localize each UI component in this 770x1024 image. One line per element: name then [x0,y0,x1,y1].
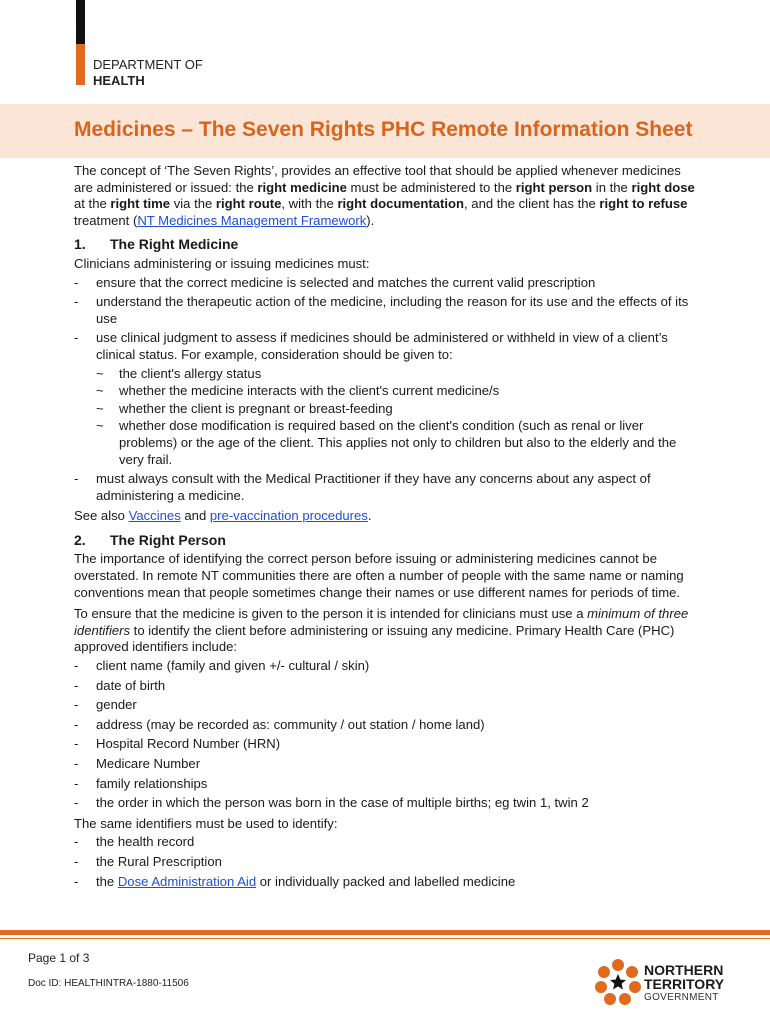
dash-bullet: - [74,697,79,713]
dash-bullet: - [74,736,79,752]
vaccines-link[interactable]: Vaccines [128,508,181,524]
document-body [74,163,699,894]
list-item [74,776,699,793]
see-also-text: See also [74,508,129,524]
list-item [74,697,699,714]
dash-bullet: - [74,274,79,290]
list-item-text: Hospital Record Number (HRN) [96,736,281,752]
intro-text: ). [366,212,375,228]
dash-bullet: - [74,853,79,869]
same-identifiers-list [74,834,699,890]
intro-text: The concept of ‘The Seven Rights’, provides an effective tool that should be applied whenever medicines are administered or issued: the [74,163,681,195]
intro-bold: right medicine [257,179,347,195]
footer-rule-thin [0,938,770,939]
list-item-text: the health record [96,834,195,850]
dash-bullet: - [74,677,79,693]
list-item [74,795,699,812]
sublist-item-text: whether the medicine interacts with the client's current medicine/s [119,383,500,399]
dash-bullet: - [74,471,79,487]
section-1-lead: Clinicians administering or issuing medicines must: [74,255,370,271]
paragraph-text: to identify the client before administering or issuing any medicine. Primary Health Care (PHC) approved identifiers include: [74,622,675,655]
dept-line1: DEPARTMENT OF [93,57,203,72]
list-item [74,717,699,734]
document-id: Doc ID: HEALTHINTRA-1880-11506 [28,978,189,989]
intro-text: at the [74,196,111,212]
page-number: Page 1 of 3 [28,951,90,965]
tilde-bullet: ~ [96,365,104,381]
list-item [74,471,699,504]
section-2-heading [74,532,699,549]
list-item [74,275,699,292]
section-number: 1. [74,236,86,253]
paragraph-text: To ensure that the medicine is given to the person it is intended for clinicians must use a [74,606,588,622]
list-item-text: use clinical judgment to assess if medicines should be administered or withheld in view of a client’s clinical status. For example, consideration should be given to: [96,330,668,362]
identifiers-list [74,658,699,812]
section-1-list [74,275,699,505]
nt-government-logo [594,958,744,1006]
list-item [74,756,699,773]
list-item [74,834,699,851]
dept-line2: HEALTH [93,73,145,88]
list-item-text: date of birth [96,677,166,693]
sublist-item [96,401,699,418]
sublist-item [96,418,699,468]
list-item [74,294,699,327]
dash-bullet: - [74,795,79,811]
logo-line-1: NORTHERN [644,962,724,978]
intro-bold: right person [515,179,593,195]
list-item-text: Medicare Number [96,756,201,771]
section-2-paragraph-2 [74,606,699,656]
footer-rule [0,930,770,935]
tilde-bullet: ~ [96,383,104,399]
intro-bold: right time [110,196,171,212]
see-also-text: and [180,508,210,524]
see-also [74,508,699,525]
logo-bar-orange [76,44,85,85]
list-item [74,736,699,753]
list-item-text: the [96,873,118,889]
dash-bullet: - [74,775,79,791]
pre-vaccination-link[interactable]: pre-vaccination procedures [209,508,368,524]
dash-bullet: - [74,658,79,674]
list-item-text: client name (family and given +/- cultural / skin) [96,658,370,674]
list-item-text: understand the therapeutic action of the medicine, including the reason for its use and the effects of its use [96,294,689,326]
tilde-bullet: ~ [96,418,104,434]
section-number: 2. [74,531,86,548]
intro-text: , and the client has the [464,196,600,212]
list-item-text: the Rural Prescription [96,853,222,869]
section-2-paragraph-3: The same identifiers must be used to identify: [74,815,338,831]
sublist-item-text: whether the client is pregnant or breast-feeding [119,400,393,416]
section-title: The Right Medicine [110,236,239,253]
nt-medicines-framework-link[interactable]: NT Medicines Management Framework [137,212,367,228]
intro-bold: right to refuse [599,196,688,212]
dash-bullet: - [74,716,79,732]
logo-bar-black [76,0,85,44]
list-item-text: the order in which the person was born in the case of multiple births; eg twin 1, twin 2 [96,795,589,811]
sublist-item [96,366,699,383]
dash-bullet: - [74,756,79,771]
list-item [74,658,699,675]
intro-bold: right route [215,196,282,212]
sublist-item [96,383,699,400]
list-item-text: address (may be recorded as: community / out station / home land) [96,716,485,732]
intro-text: treatment ( [74,212,138,228]
logo-line-2: TERRITORY [644,976,725,992]
section-2-paragraph-1: The importance of identifying the correct person before issuing or administering medicines cannot be overstated. In remote NT communities there are often a number of people with the same name or naming conventions mean that people sometimes change their names or use different names for periods of time. [74,551,684,600]
list-item-text: or individually packed and labelled medicine [256,873,516,889]
consideration-sublist [96,366,699,469]
intro-text: , with the [281,196,338,212]
department-name [93,57,203,89]
sublist-item-text: the client's allergy status [119,365,262,381]
intro-bold: right dose [631,179,695,195]
list-item [74,678,699,695]
section-title: The Right Person [110,531,226,548]
page-title: Medicines – The Seven Rights PHC Remote Information Sheet [74,118,693,141]
list-item-text: gender [96,697,137,713]
list-item [74,874,699,891]
intro-bold: right documentation [337,196,465,212]
intro-paragraph [74,163,699,229]
list-item-text: must always consult with the Medical Practitioner if they have any concerns about any aspect of administering a medicine. [96,471,651,503]
department-logo-bar [76,0,85,85]
list-item [74,854,699,871]
dose-administration-aid-link[interactable]: Dose Administration Aid [117,873,257,889]
nt-logo-text [644,963,724,1005]
dash-bullet: - [74,330,79,346]
see-also-text: . [367,508,372,524]
sublist-item-text: whether dose modification is required based on the client's condition (such as renal or liver problems) or the age of the client. This applies not only to children but also to the elderly and the very frail. [119,418,677,467]
intro-text: via the [170,196,216,212]
dash-bullet: - [74,294,79,310]
list-item-text: family relationships [96,775,208,791]
intro-text: must be administered to the [346,179,516,195]
dash-bullet: - [74,873,79,889]
intro-text: in the [592,179,632,195]
logo-line-3: GOVERNMENT [644,992,719,1003]
list-item-text: ensure that the correct medicine is selected and matches the current valid prescription [96,274,596,290]
nt-flower-icon [594,958,642,1006]
dash-bullet: - [74,834,79,850]
section-1-heading [74,236,699,253]
paragraph-italic: minimum of three identifiers [74,606,689,638]
list-item [74,330,699,468]
tilde-bullet: ~ [96,400,104,416]
